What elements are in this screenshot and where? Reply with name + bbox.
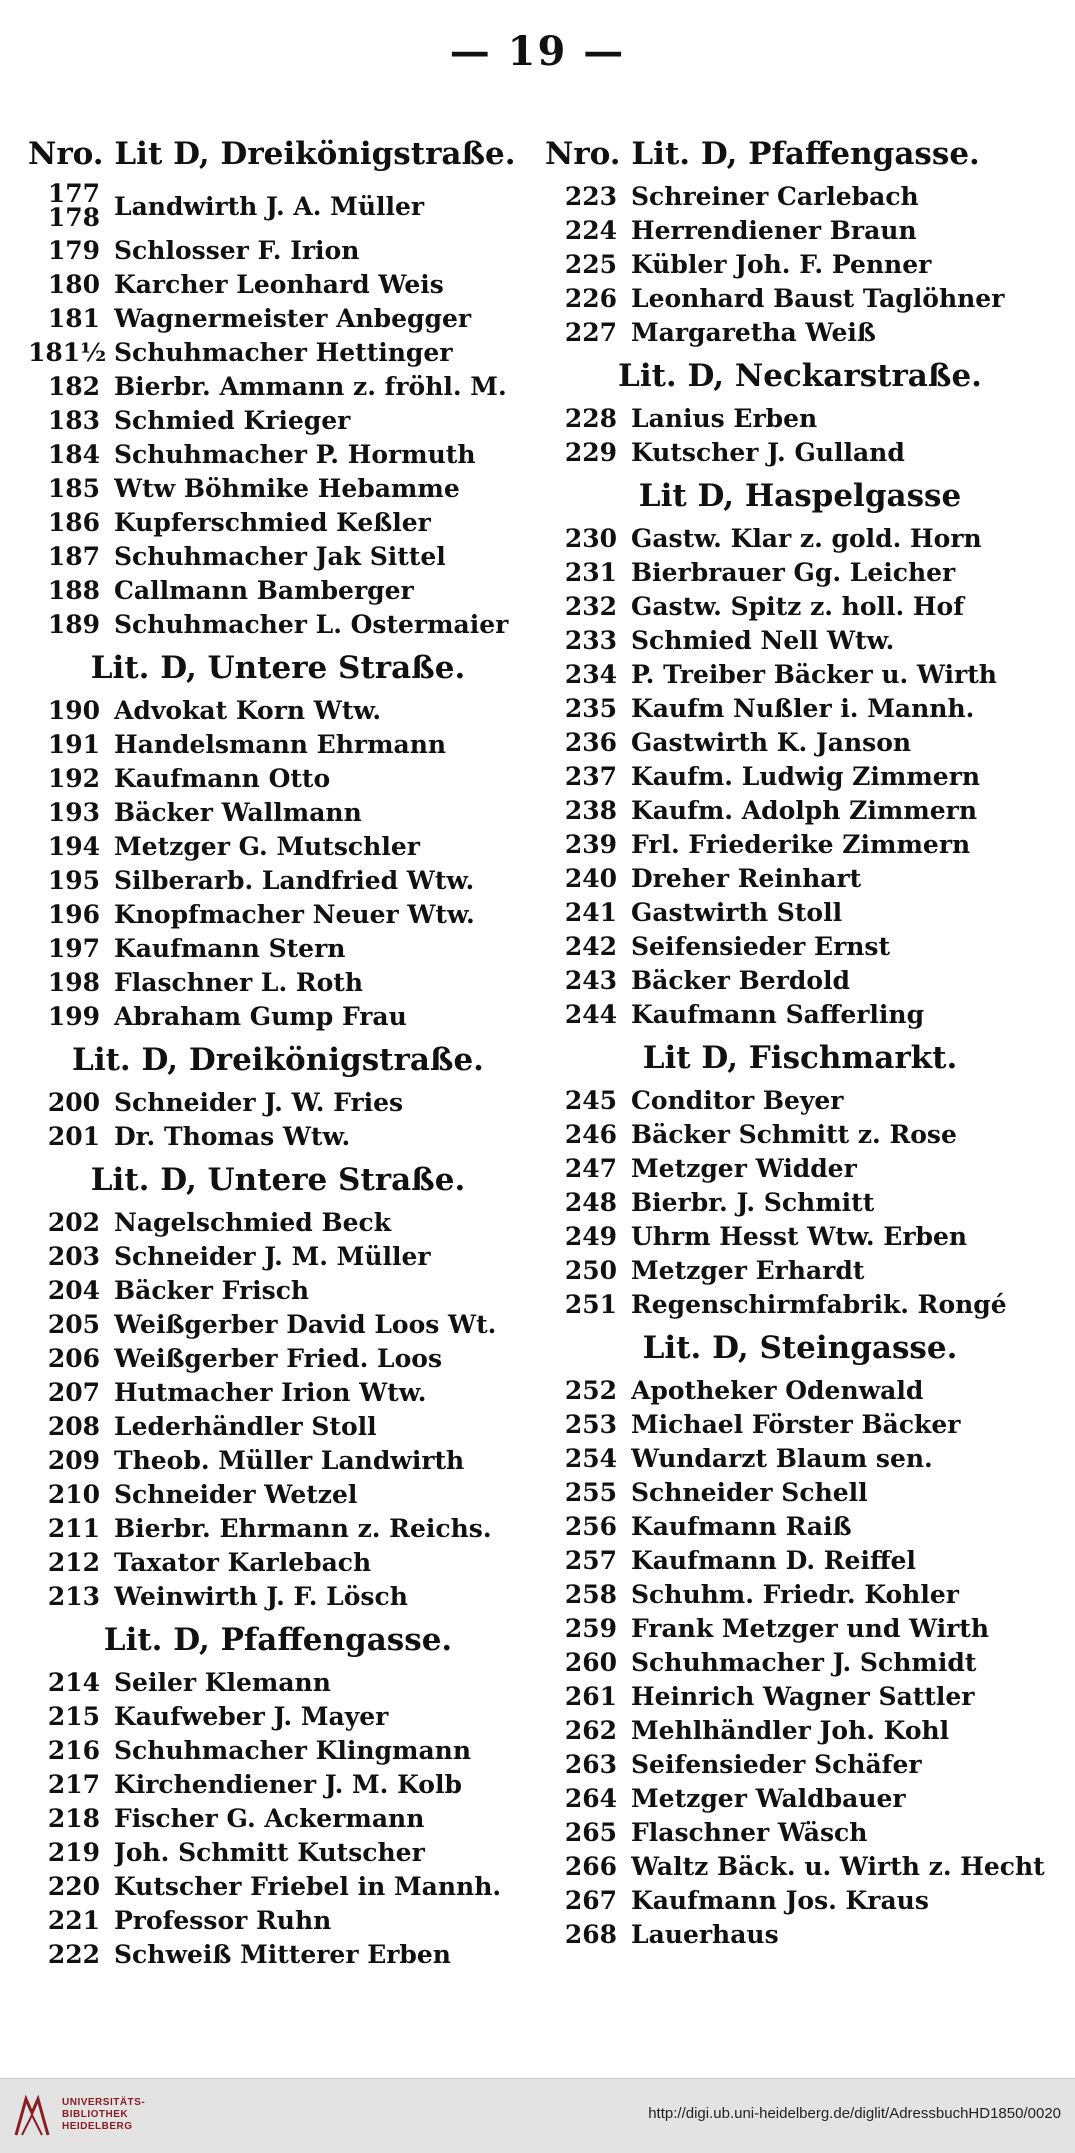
house-number: 191 <box>47 730 100 759</box>
address-entry <box>545 1578 1055 1612</box>
address-entry <box>545 828 1055 862</box>
address-entry <box>28 1580 528 1614</box>
library-name-line: BIBLIOTHEK <box>62 2109 129 2120</box>
house-number: 252 <box>564 1376 617 1405</box>
house-number: 219 <box>47 1838 100 1867</box>
resident-name: Kaufmann Jos. Kraus <box>631 1886 929 1915</box>
house-number: 256 <box>564 1512 617 1541</box>
house-number: 187 <box>47 542 100 571</box>
resident-name: Theob. Müller Landwirth <box>114 1446 465 1475</box>
address-entry <box>28 180 528 234</box>
library-name <box>62 2097 145 2133</box>
resident-name: Karcher Leonhard Weis <box>114 270 444 299</box>
address-entry <box>28 966 528 1000</box>
address-entry <box>545 1152 1055 1186</box>
house-number: 218 <box>47 1804 100 1833</box>
address-entry <box>545 556 1055 590</box>
house-number: 231 <box>564 558 617 587</box>
resident-name: Advokat Korn Wtw. <box>114 696 382 725</box>
house-number: 197 <box>47 934 100 963</box>
address-entry <box>28 1120 528 1154</box>
address-entry <box>28 336 528 370</box>
house-number: 221 <box>47 1906 100 1935</box>
address-entry <box>28 472 528 506</box>
address-entry <box>545 624 1055 658</box>
right-column <box>545 128 1055 1952</box>
house-number: 196 <box>47 900 100 929</box>
address-entry <box>28 1802 528 1836</box>
resident-name: Gastwirth Stoll <box>631 898 843 927</box>
resident-name: Callmann Bamberger <box>114 576 414 605</box>
street-heading: Lit. D, Pfaffengasse. <box>103 1622 453 1658</box>
address-entry <box>28 1768 528 1802</box>
address-entry <box>28 1870 528 1904</box>
address-entry <box>28 1308 528 1342</box>
resident-name: Fischer G. Ackermann <box>114 1804 425 1833</box>
address-entry <box>545 1220 1055 1254</box>
house-number: 183 <box>47 406 100 435</box>
house-number: 263 <box>564 1750 617 1779</box>
house-number: 246 <box>564 1120 617 1149</box>
address-entry <box>545 1118 1055 1152</box>
resident-name: Kaufmann Stern <box>114 934 346 963</box>
resident-name: Apotheker Odenwald <box>631 1376 924 1405</box>
resident-name: Kaufm Nußler i. Mannh. <box>631 694 975 723</box>
resident-name: Bäcker Frisch <box>114 1276 310 1305</box>
resident-name: Nagelschmied Beck <box>114 1208 392 1237</box>
address-entry <box>545 726 1055 760</box>
resident-name: Schuhmacher L. Ostermaier <box>114 610 509 639</box>
resident-name: Professor Ruhn <box>114 1906 332 1935</box>
house-number: 192 <box>47 764 100 793</box>
house-number: 242 <box>564 932 617 961</box>
resident-name: Landwirth J. A. Müller <box>114 192 425 221</box>
address-entry <box>545 1476 1055 1510</box>
resident-name: Metzger Waldbauer <box>631 1784 906 1813</box>
resident-name: Bäcker Schmitt z. Rose <box>631 1120 957 1149</box>
resident-name: Schneider Wetzel <box>114 1480 358 1509</box>
address-entry <box>545 1850 1055 1884</box>
house-number: 265 <box>564 1818 617 1847</box>
resident-name: Schuhmacher Jak Sittel <box>114 542 446 571</box>
house-number: 215 <box>47 1702 100 1731</box>
address-entry <box>545 1918 1055 1952</box>
address-entry <box>545 1782 1055 1816</box>
house-number: 227 <box>564 318 617 347</box>
house-number: 220 <box>47 1872 100 1901</box>
address-entry <box>28 1444 528 1478</box>
resident-name: Kübler Joh. F. Penner <box>631 250 932 279</box>
resident-name: Bierbrauer Gg. Leicher <box>631 558 956 587</box>
house-number: 239 <box>564 830 617 859</box>
resident-name: Kutscher Friebel in Mannh. <box>114 1872 502 1901</box>
house-number: 179 <box>47 236 100 265</box>
resident-name: Knopfmacher Neuer Wtw. <box>114 900 475 929</box>
address-entry <box>28 438 528 472</box>
resident-name: Kaufmann Raiß <box>631 1512 852 1541</box>
resident-name: Schneider J. M. Müller <box>114 1242 431 1271</box>
address-entry <box>545 590 1055 624</box>
house-number: 259 <box>564 1614 617 1643</box>
house-number: 180 <box>47 270 100 299</box>
resident-name: Kaufweber J. Mayer <box>114 1702 389 1731</box>
resident-name: Heinrich Wagner Sattler <box>631 1682 975 1711</box>
resident-name: Lederhändler Stoll <box>114 1412 377 1441</box>
resident-name: Bierbr. Ammann z. fröhl. M. <box>114 372 507 401</box>
address-entry <box>545 1884 1055 1918</box>
address-entry <box>28 234 528 268</box>
house-number: 222 <box>47 1940 100 1969</box>
address-entry <box>28 762 528 796</box>
house-number: 201 <box>47 1122 100 1151</box>
house-number: 177 178 <box>47 179 100 232</box>
address-entry <box>545 930 1055 964</box>
house-number: 188 <box>47 576 100 605</box>
house-number: 243 <box>564 966 617 995</box>
resident-name: Dr. Thomas Wtw. <box>114 1122 351 1151</box>
resident-name: P. Treiber Bäcker u. Wirth <box>631 660 997 689</box>
address-entry <box>28 1342 528 1376</box>
house-number: 217 <box>47 1770 100 1799</box>
house-number: 255 <box>564 1478 617 1507</box>
library-name-line: HEIDELBERG <box>62 2121 133 2132</box>
address-entry <box>545 896 1055 930</box>
house-number: 212 <box>47 1548 100 1577</box>
resident-name: Schreiner Carlebach <box>631 182 919 211</box>
house-number: 198 <box>47 968 100 997</box>
house-number: 182 <box>47 372 100 401</box>
house-number: 233 <box>564 626 617 655</box>
resident-name: Weißgerber David Loos Wt. <box>114 1310 497 1339</box>
resident-name: Handelsmann Ehrmann <box>114 730 447 759</box>
resident-name: Seifensieder Schäfer <box>631 1750 922 1779</box>
house-number: 241 <box>564 898 617 927</box>
address-entry <box>545 760 1055 794</box>
street-heading: Lit. D, Neckarstraße. <box>618 358 982 394</box>
address-entry <box>545 1254 1055 1288</box>
address-entry <box>28 404 528 438</box>
address-entry <box>545 402 1055 436</box>
resident-name: Lanius Erben <box>631 404 818 433</box>
resident-name: Dreher Reinhart <box>631 864 862 893</box>
house-number: 213 <box>47 1582 100 1611</box>
street-heading: Lit. D, Untere Straße. <box>90 1162 466 1198</box>
house-number: 236 <box>564 728 617 757</box>
house-number: 249 <box>564 1222 617 1251</box>
house-number: 235 <box>564 694 617 723</box>
library-name-line: UNIVERSITÄTS- <box>62 2097 146 2108</box>
resident-name: Mehlhändler Joh. Kohl <box>631 1716 950 1745</box>
address-entry <box>28 302 528 336</box>
resident-name: Herrendiener Braun <box>631 216 917 245</box>
street-heading: Nro. Lit. D, Pfaffengasse. <box>545 136 980 172</box>
street-heading: Lit. D, Untere Straße. <box>90 650 466 686</box>
house-number: 248 <box>564 1188 617 1217</box>
resident-name: Bäcker Wallmann <box>114 798 362 827</box>
resident-name: Gastw. Klar z. gold. Horn <box>631 524 982 553</box>
resident-name: Kaufm. Adolph Zimmern <box>631 796 978 825</box>
address-entry <box>28 1836 528 1870</box>
resident-name: Abraham Gump Frau <box>114 1002 407 1031</box>
address-entry <box>545 248 1055 282</box>
address-entry <box>545 1510 1055 1544</box>
house-number: 195 <box>47 866 100 895</box>
address-entry <box>28 1700 528 1734</box>
address-entry <box>545 436 1055 470</box>
resident-name: Kaufmann D. Reiffel <box>631 1546 916 1575</box>
resident-name: Michael Förster Bäcker <box>631 1410 961 1439</box>
source-url[interactable]: http://digi.ub.uni-heidelberg.de/diglit/AdressbuchHD1850/0020 <box>648 2105 1061 2122</box>
house-number: 216 <box>47 1736 100 1765</box>
house-number: 268 <box>564 1920 617 1949</box>
house-number: 229 <box>564 438 617 467</box>
house-number: 185 <box>47 474 100 503</box>
address-entry <box>545 180 1055 214</box>
resident-name: Lauerhaus <box>631 1920 779 1949</box>
resident-name: Wtw Böhmike Hebamme <box>114 474 460 503</box>
address-entry <box>28 1734 528 1768</box>
house-number: 200 <box>47 1088 100 1117</box>
address-entry <box>28 898 528 932</box>
house-number: 186 <box>47 508 100 537</box>
address-entry <box>28 1274 528 1308</box>
house-number: 209 <box>47 1446 100 1475</box>
address-entry <box>545 1714 1055 1748</box>
resident-name: Schneider Schell <box>631 1478 868 1507</box>
house-number: 253 <box>564 1410 617 1439</box>
address-entry <box>28 1666 528 1700</box>
resident-name: Kaufmann Otto <box>114 764 331 793</box>
house-number: 240 <box>564 864 617 893</box>
resident-name: Kaufm. Ludwig Zimmern <box>631 762 981 791</box>
resident-name: Gastwirth K. Janson <box>631 728 912 757</box>
address-entry <box>28 932 528 966</box>
address-entry <box>545 692 1055 726</box>
address-entry <box>545 794 1055 828</box>
address-entry <box>28 864 528 898</box>
house-number: 251 <box>564 1290 617 1319</box>
house-number: 194 <box>47 832 100 861</box>
resident-name: Frank Metzger und Wirth <box>631 1614 990 1643</box>
page-number: — 19 — <box>449 28 626 75</box>
house-number: 247 <box>564 1154 617 1183</box>
address-entry <box>545 658 1055 692</box>
address-entry <box>545 1646 1055 1680</box>
resident-name: Uhrm Hesst Wtw. Erben <box>631 1222 968 1251</box>
street-heading: Lit. D, Steingasse. <box>642 1330 958 1366</box>
resident-name: Seiler Klemann <box>114 1668 331 1697</box>
house-number: 203 <box>47 1242 100 1271</box>
resident-name: Weißgerber Fried. Loos <box>114 1344 443 1373</box>
resident-name: Bierbr. Ehrmann z. Reichs. <box>114 1514 492 1543</box>
resident-name: Taxator Karlebach <box>114 1548 372 1577</box>
resident-name: Metzger G. Mutschler <box>114 832 420 861</box>
address-entry <box>545 1186 1055 1220</box>
address-entry <box>28 1410 528 1444</box>
house-number: 205 <box>47 1310 100 1339</box>
address-entry <box>545 1612 1055 1646</box>
house-number: 199 <box>47 1002 100 1031</box>
address-entry <box>545 1288 1055 1322</box>
heidelberg-library-logo-icon <box>12 2093 52 2139</box>
address-entry <box>28 1240 528 1274</box>
address-entry <box>28 796 528 830</box>
resident-name: Flaschner L. Roth <box>114 968 364 997</box>
resident-name: Joh. Schmitt Kutscher <box>114 1838 425 1867</box>
house-number: 190 <box>47 696 100 725</box>
address-entry <box>28 574 528 608</box>
resident-name: Bierbr. J. Schmitt <box>631 1188 875 1217</box>
address-entry <box>28 370 528 404</box>
resident-name: Schneider J. W. Fries <box>114 1088 404 1117</box>
address-entry <box>28 608 528 642</box>
address-entry <box>28 1904 528 1938</box>
address-entry <box>28 540 528 574</box>
house-number: 267 <box>564 1886 617 1915</box>
address-entry <box>28 1000 528 1034</box>
resident-name: Schmied Krieger <box>114 406 351 435</box>
house-number: 234 <box>564 660 617 689</box>
address-entry <box>545 1680 1055 1714</box>
house-number: 228 <box>564 404 617 433</box>
address-entry <box>28 1086 528 1120</box>
street-heading: Lit D, Fischmarkt. <box>642 1040 958 1076</box>
address-entry <box>28 1546 528 1580</box>
house-number: 250 <box>564 1256 617 1285</box>
house-number: 214 <box>47 1668 100 1697</box>
address-entry <box>28 1938 528 1972</box>
resident-name: Frl. Friederike Zimmern <box>631 830 971 859</box>
address-entry <box>545 282 1055 316</box>
house-number: 262 <box>564 1716 617 1745</box>
house-number: 208 <box>47 1412 100 1441</box>
resident-name: Schuhmacher Klingmann <box>114 1736 472 1765</box>
house-number: 226 <box>564 284 617 313</box>
resident-name: Leonhard Baust Taglöhner <box>631 284 1005 313</box>
resident-name: Kutscher J. Gulland <box>631 438 905 467</box>
address-entry <box>28 506 528 540</box>
house-number: 245 <box>564 1086 617 1115</box>
resident-name: Gastw. Spitz z. holl. Hof <box>631 592 964 621</box>
house-number: 204 <box>47 1276 100 1305</box>
house-number: 266 <box>564 1852 617 1881</box>
house-number: 237 <box>564 762 617 791</box>
resident-name: Schuhmacher Hettinger <box>114 338 453 367</box>
resident-name: Kupferschmied Keßler <box>114 508 431 537</box>
address-entry <box>545 522 1055 556</box>
house-number: 254 <box>564 1444 617 1473</box>
house-number: 244 <box>564 1000 617 1029</box>
house-number: 238 <box>564 796 617 825</box>
address-entry <box>545 1816 1055 1850</box>
house-number: 232 <box>564 592 617 621</box>
house-number: 207 <box>47 1378 100 1407</box>
house-number: 210 <box>47 1480 100 1509</box>
address-entry <box>545 1442 1055 1476</box>
address-entry <box>545 998 1055 1032</box>
house-number: 258 <box>564 1580 617 1609</box>
house-number: 184 <box>47 440 100 469</box>
house-number: 211 <box>47 1514 100 1543</box>
resident-name: Schmied Nell Wtw. <box>631 626 895 655</box>
address-entry <box>545 316 1055 350</box>
resident-name: Schuhmacher J. Schmidt <box>631 1648 977 1677</box>
house-number: 225 <box>564 250 617 279</box>
address-entry <box>545 214 1055 248</box>
house-number: 224 <box>564 216 617 245</box>
address-entry <box>28 1206 528 1240</box>
left-column <box>28 128 528 1972</box>
resident-name: Schlosser F. Irion <box>114 236 360 265</box>
resident-name: Bäcker Berdold <box>631 966 850 995</box>
resident-name: Regenschirmfabrik. Rongé <box>631 1290 1007 1319</box>
address-entry <box>545 964 1055 998</box>
address-entry <box>28 830 528 864</box>
address-entry <box>545 1084 1055 1118</box>
address-entry <box>28 694 528 728</box>
street-heading: Lit. D, Dreikönigstraße. <box>72 1042 484 1078</box>
house-number: 230 <box>564 524 617 553</box>
house-number: 264 <box>564 1784 617 1813</box>
resident-name: Kaufmann Safferling <box>631 1000 925 1029</box>
address-entry <box>28 1376 528 1410</box>
address-entry <box>28 728 528 762</box>
address-entry <box>545 1544 1055 1578</box>
resident-name: Margaretha Weiß <box>631 318 876 347</box>
address-entry <box>28 268 528 302</box>
resident-name: Schweiß Mitterer Erben <box>114 1940 451 1969</box>
address-entry <box>28 1478 528 1512</box>
resident-name: Metzger Widder <box>631 1154 857 1183</box>
house-number: 193 <box>47 798 100 827</box>
street-heading: Nro. Lit D, Dreikönigstraße. <box>28 136 516 172</box>
address-entry <box>545 1408 1055 1442</box>
resident-name: Weinwirth J. F. Lösch <box>114 1582 408 1611</box>
footer-bar <box>0 2078 1075 2153</box>
address-entry <box>545 862 1055 896</box>
resident-name: Kirchendiener J. M. Kolb <box>114 1770 462 1799</box>
resident-name: Silberarb. Landfried Wtw. <box>114 866 475 895</box>
house-number: 189 <box>47 610 100 639</box>
house-number: 206 <box>47 1344 100 1373</box>
resident-name: Hutmacher Irion Wtw. <box>114 1378 427 1407</box>
resident-name: Metzger Erhardt <box>631 1256 865 1285</box>
house-number: 261 <box>564 1682 617 1711</box>
house-number: 223 <box>564 182 617 211</box>
house-number: 181 <box>47 304 100 333</box>
resident-name: Flaschner Wäsch <box>631 1818 868 1847</box>
resident-name: Schuhmacher P. Hormuth <box>114 440 476 469</box>
house-number: 181½ <box>28 338 107 367</box>
house-number: 260 <box>564 1648 617 1677</box>
address-entry <box>28 1512 528 1546</box>
street-heading: Lit D, Haspelgasse <box>638 478 962 514</box>
resident-name: Schuhm. Friedr. Kohler <box>631 1580 959 1609</box>
resident-name: Wundarzt Blaum sen. <box>631 1444 933 1473</box>
house-number: 202 <box>47 1208 100 1237</box>
house-number: 257 <box>564 1546 617 1575</box>
resident-name: Waltz Bäck. u. Wirth z. Hecht <box>631 1852 1045 1881</box>
address-entry <box>545 1748 1055 1782</box>
resident-name: Conditor Beyer <box>631 1086 844 1115</box>
resident-name: Seifensieder Ernst <box>631 932 891 961</box>
resident-name: Wagnermeister Anbegger <box>114 304 472 333</box>
address-entry <box>545 1374 1055 1408</box>
